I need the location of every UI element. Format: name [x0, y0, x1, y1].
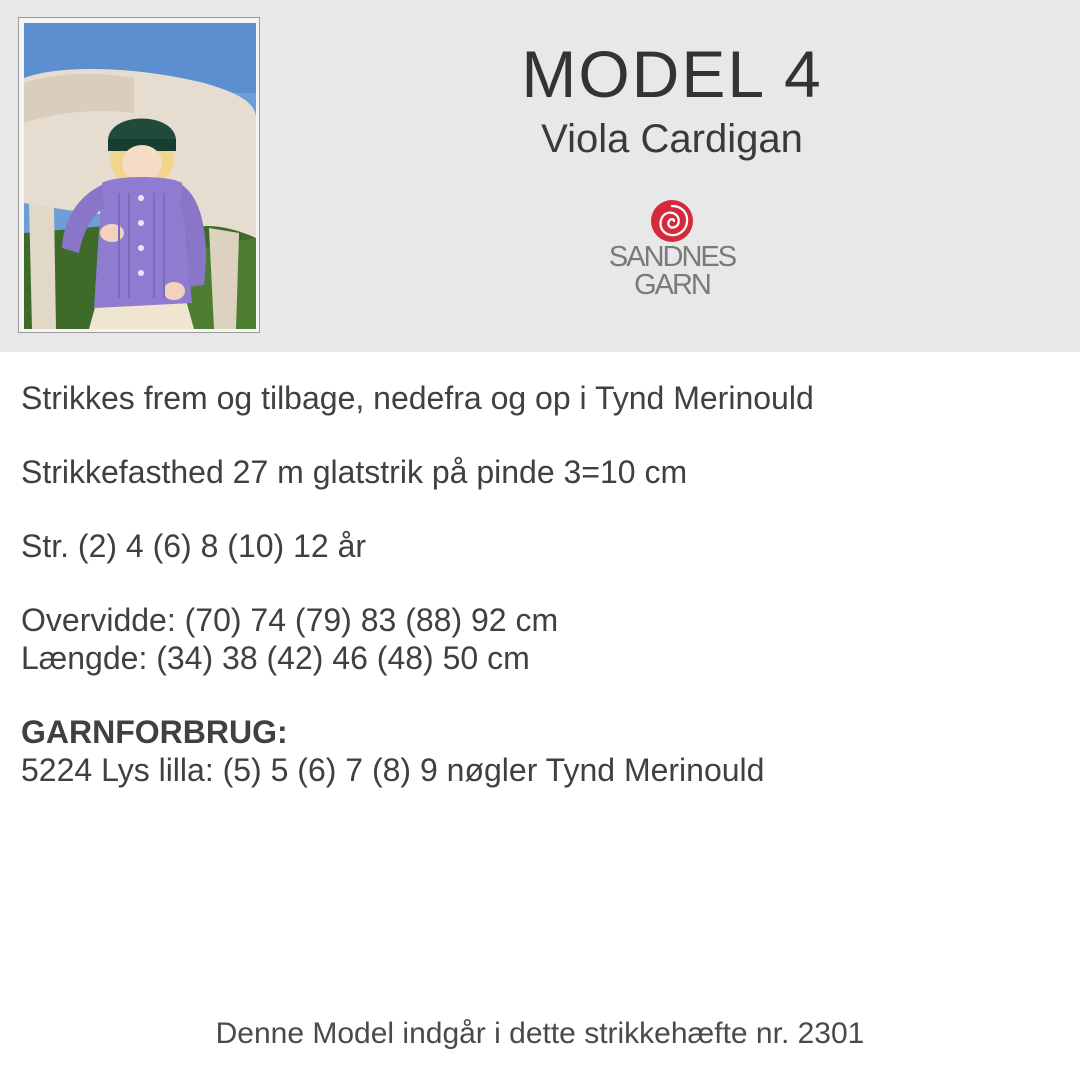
model-photo — [24, 23, 256, 329]
header-band — [0, 0, 1080, 352]
sandnes-garn-logo — [600, 196, 744, 306]
yarn-rose-icon — [649, 198, 695, 244]
sizes-text: Str. (2) 4 (6) 8 (10) 12 år — [21, 528, 367, 564]
gauge-text: Strikkefasthed 27 m glatstrik på pinde 3=10 cm — [21, 454, 688, 490]
yarn-usage-text: 5224 Lys lilla: (5) 5 (6) 7 (8) 9 nøgler Tynd Merinould — [21, 752, 765, 788]
logo-text-line-1: SANDNES — [608, 241, 736, 273]
construction-text: Strikkes frem og tilbage, nedefra og op i Tynd Merinould — [21, 380, 814, 416]
booklet-note: Denne Model indgår i dette strikkehæfte nr. 2301 — [215, 1017, 865, 1050]
model-photo-frame — [18, 17, 260, 333]
yarn-usage-heading: GARNFORBRUG: — [21, 714, 288, 750]
length-text: Længde: (34) 38 (42) 46 (48) 50 cm — [21, 640, 530, 676]
logo-text-line-2: GARN — [634, 269, 710, 301]
chest-width-text: Overvidde: (70) 74 (79) 83 (88) 92 cm — [21, 602, 559, 638]
pattern-name: Viola Cardigan — [541, 117, 803, 161]
page-title: MODEL 4 — [521, 37, 823, 111]
